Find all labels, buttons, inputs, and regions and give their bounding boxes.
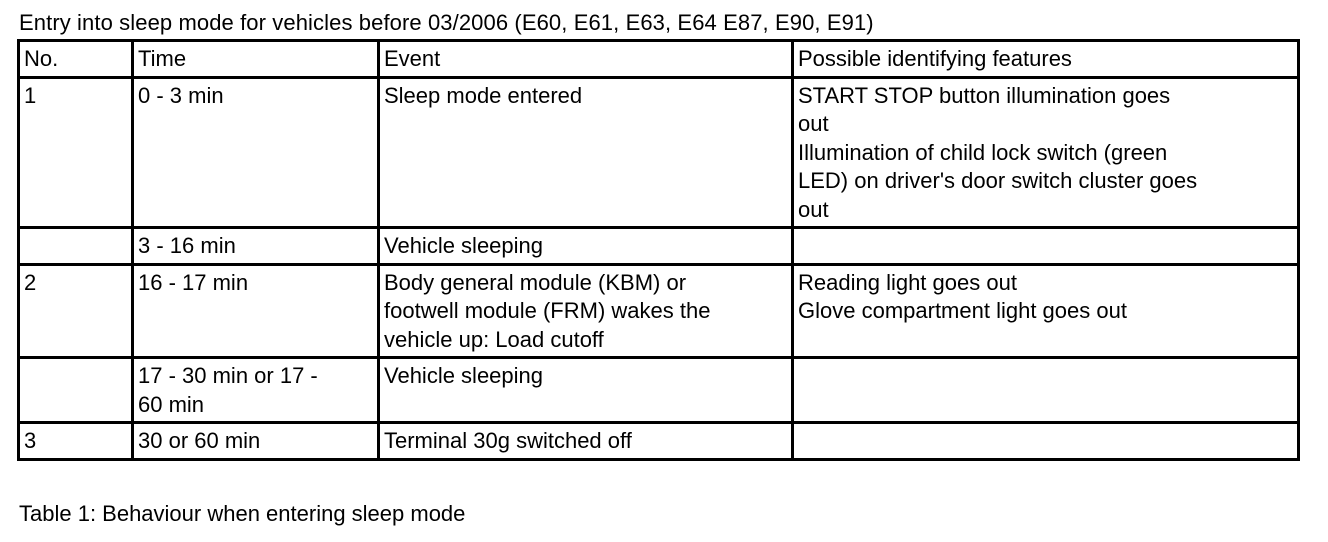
- cell-event: Terminal 30g switched off: [379, 423, 793, 460]
- cell-event: Body general module (KBM) or footwell module (FRM) wakes the vehicle up: Load cutoff: [379, 264, 793, 358]
- cell-no: [19, 228, 133, 265]
- table-title: Entry into sleep mode for vehicles before 03/2006 (E60, E61, E63, E64 E87, E90, E91): [19, 10, 874, 35]
- cell-features: START STOP button illumination goes out Illumination of child lock switch (green LED) on driver's door switch cluster goes out: [793, 77, 1299, 228]
- cell-no: 1: [19, 77, 133, 228]
- cell-time: 30 or 60 min: [133, 423, 379, 460]
- cell-no: [19, 358, 133, 423]
- cell-no: 3: [19, 423, 133, 460]
- header-event: Event: [379, 41, 793, 78]
- cell-features: [793, 228, 1299, 265]
- table-row: [19, 228, 1299, 265]
- table-caption: Table 1: Behaviour when entering sleep mode: [19, 501, 466, 526]
- cell-time: 17 - 30 min or 17 - 60 min: [133, 358, 379, 423]
- header-features: Possible identifying features: [793, 41, 1299, 78]
- cell-features: [793, 423, 1299, 460]
- table-row: [19, 358, 1299, 423]
- cell-event: Sleep mode entered: [379, 77, 793, 228]
- table-row: [19, 77, 1299, 228]
- cell-time: 16 - 17 min: [133, 264, 379, 358]
- table-row: [19, 264, 1299, 358]
- table-row: [19, 423, 1299, 460]
- cell-event: Vehicle sleeping: [379, 358, 793, 423]
- header-time: Time: [133, 41, 379, 78]
- cell-features: Reading light goes out Glove compartment light goes out: [793, 264, 1299, 358]
- cell-time: 0 - 3 min: [133, 77, 379, 228]
- sleep-mode-table: [17, 39, 1300, 461]
- cell-features: [793, 358, 1299, 423]
- header-no: No.: [19, 41, 133, 78]
- cell-event: Vehicle sleeping: [379, 228, 793, 265]
- cell-time: 3 - 16 min: [133, 228, 379, 265]
- cell-no: 2: [19, 264, 133, 358]
- table-header-row: [19, 41, 1299, 78]
